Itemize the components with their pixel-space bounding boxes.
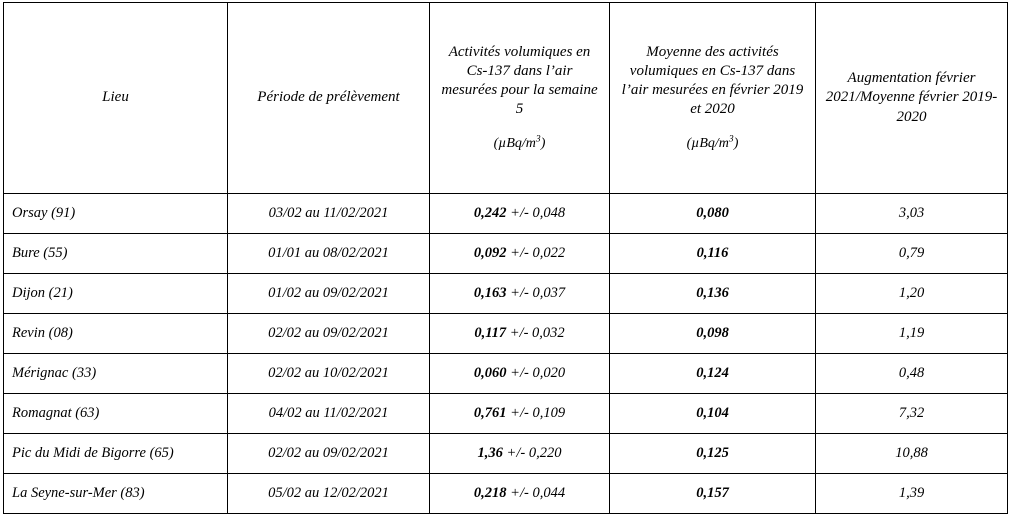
cell-activite-value: 0,242 bbox=[473, 205, 507, 222]
table-row bbox=[4, 234, 1008, 274]
cell-lieu: Mérignac (33) bbox=[4, 354, 228, 394]
cell-activite-uncertainty: +/- 0,048 bbox=[510, 205, 566, 222]
table-body bbox=[4, 3, 1008, 514]
cell-activite-value: 0,761 bbox=[473, 405, 507, 422]
column-header-activites-unit: $(\mu Bq/m^3)$ bbox=[493, 134, 546, 152]
cell-activite bbox=[430, 434, 610, 474]
cell-lieu: Revin (08) bbox=[4, 314, 228, 354]
cell-activite-value: 0,218 bbox=[473, 485, 507, 502]
cell-activite-uncertainty: +/- 0,020 bbox=[510, 365, 566, 382]
cell-augmentation: 7,32 bbox=[816, 394, 1008, 434]
cell-lieu: La Seyne-sur-Mer (83) bbox=[4, 474, 228, 514]
cell-lieu: Pic du Midi de Bigorre (65) bbox=[4, 434, 228, 474]
measurements-table bbox=[3, 2, 1008, 514]
column-header-activites-text: Activités volumiques en Cs-137 dans l’air mesurées pour la semaine 5 bbox=[441, 43, 598, 118]
cell-periode: 02/02 au 09/02/2021 bbox=[228, 314, 430, 354]
cell-periode: 02/02 au 10/02/2021 bbox=[228, 354, 430, 394]
cell-lieu: Dijon (21) bbox=[4, 274, 228, 314]
cell-moyenne: 0,125 bbox=[610, 434, 816, 474]
cell-moyenne: 0,104 bbox=[610, 394, 816, 434]
cell-activite bbox=[430, 194, 610, 234]
table-row bbox=[4, 274, 1008, 314]
cell-activite-value: 0,163 bbox=[473, 285, 507, 302]
cell-activite-uncertainty: +/- 0,109 bbox=[510, 405, 566, 422]
cell-lieu: Romagnat (63) bbox=[4, 394, 228, 434]
document-page bbox=[0, 2, 1010, 502]
table-header-row bbox=[4, 3, 1008, 194]
column-header-augmentation: Augmentation février 2021/Moyenne février 2019-2020 bbox=[816, 3, 1008, 194]
cell-augmentation: 10,88 bbox=[816, 434, 1008, 474]
cell-moyenne: 0,124 bbox=[610, 354, 816, 394]
cell-activite-value: 0,060 bbox=[473, 365, 507, 382]
column-header-lieu: Lieu bbox=[4, 3, 228, 194]
cell-moyenne: 0,080 bbox=[610, 194, 816, 234]
column-header-moyenne bbox=[610, 3, 816, 194]
cell-periode: 05/02 au 12/02/2021 bbox=[228, 474, 430, 514]
cell-activite-uncertainty: +/- 0,220 bbox=[506, 445, 562, 462]
cell-activite-value: 0,092 bbox=[473, 245, 507, 262]
cell-moyenne: 0,157 bbox=[610, 474, 816, 514]
cell-moyenne: 0,136 bbox=[610, 274, 816, 314]
cell-activite-value: 1,36 bbox=[477, 445, 503, 462]
cell-moyenne: 0,116 bbox=[610, 234, 816, 274]
cell-lieu: Orsay (91) bbox=[4, 194, 228, 234]
table-row bbox=[4, 434, 1008, 474]
cell-augmentation: 0,48 bbox=[816, 354, 1008, 394]
column-header-moyenne-text: Moyenne des activités volumiques en Cs-137 dans l’air mesurées en février 2019 et 2020 bbox=[621, 43, 804, 118]
cell-periode: 04/02 au 11/02/2021 bbox=[228, 394, 430, 434]
cell-augmentation: 3,03 bbox=[816, 194, 1008, 234]
cell-activite-uncertainty: +/- 0,022 bbox=[510, 245, 566, 262]
cell-activite-uncertainty: +/- 0,037 bbox=[510, 285, 566, 302]
table-row bbox=[4, 474, 1008, 514]
cell-activite-uncertainty: +/- 0,044 bbox=[510, 485, 566, 502]
cell-periode: 02/02 au 09/02/2021 bbox=[228, 434, 430, 474]
cell-periode: 03/02 au 11/02/2021 bbox=[228, 194, 430, 234]
table-row bbox=[4, 394, 1008, 434]
cell-activite-value: 0,117 bbox=[474, 325, 507, 342]
cell-activite bbox=[430, 314, 610, 354]
cell-activite bbox=[430, 474, 610, 514]
cell-activite bbox=[430, 274, 610, 314]
cell-augmentation: 0,79 bbox=[816, 234, 1008, 274]
cell-activite bbox=[430, 234, 610, 274]
table-row bbox=[4, 194, 1008, 234]
column-header-periode: Période de prélèvement bbox=[228, 3, 430, 194]
cell-activite bbox=[430, 394, 610, 434]
cell-lieu: Bure (55) bbox=[4, 234, 228, 274]
cell-periode: 01/01 au 08/02/2021 bbox=[228, 234, 430, 274]
cell-periode: 01/02 au 09/02/2021 bbox=[228, 274, 430, 314]
cell-activite bbox=[430, 354, 610, 394]
cell-augmentation: 1,39 bbox=[816, 474, 1008, 514]
column-header-activites bbox=[430, 3, 610, 194]
cell-moyenne: 0,098 bbox=[610, 314, 816, 354]
cell-augmentation: 1,19 bbox=[816, 314, 1008, 354]
column-header-moyenne-unit: $(\mu Bq/m^3)$ bbox=[686, 134, 739, 152]
cell-augmentation: 1,20 bbox=[816, 274, 1008, 314]
cell-activite-uncertainty: +/- 0,032 bbox=[509, 325, 565, 342]
table-row bbox=[4, 314, 1008, 354]
table-row bbox=[4, 354, 1008, 394]
